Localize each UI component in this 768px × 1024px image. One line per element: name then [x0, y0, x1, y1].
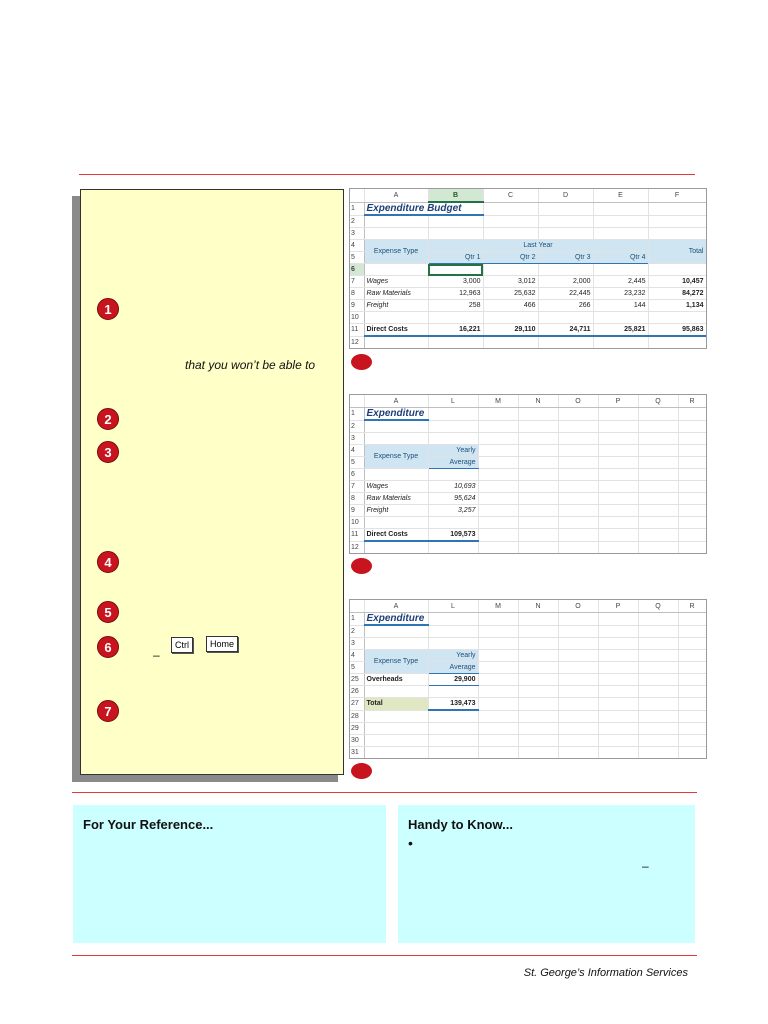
row-header[interactable]: 9: [350, 300, 364, 312]
spreadsheet-overheads: [349, 599, 707, 759]
col-header-b[interactable]: B: [428, 189, 483, 202]
sheet-row: [350, 638, 706, 650]
row-header[interactable]: 2: [350, 420, 364, 433]
handy-bullet: •: [408, 835, 413, 851]
row-header[interactable]: 31: [350, 747, 364, 759]
sheet-row: [350, 240, 706, 252]
row-header[interactable]: 10: [350, 517, 364, 529]
sheet-row: [350, 613, 706, 626]
col-header-n[interactable]: N: [518, 600, 558, 613]
row-header[interactable]: 5: [350, 457, 364, 469]
cell[interactable]: 29,900: [428, 674, 478, 686]
sheet-row: [350, 336, 706, 349]
sheet-row: [350, 529, 706, 542]
row-header[interactable]: 6: [350, 469, 364, 481]
cell[interactable]: 25,632: [483, 288, 538, 300]
sheet-row: [350, 312, 706, 324]
cell[interactable]: 84,272: [648, 288, 706, 300]
row-header[interactable]: 27: [350, 698, 364, 711]
cell[interactable]: 3,012: [483, 276, 538, 288]
row-label[interactable]: Direct Costs: [364, 324, 428, 337]
row-header[interactable]: 10: [350, 312, 364, 324]
cell[interactable]: 16,221: [428, 324, 483, 337]
sheet-title[interactable]: Expenditure: [364, 408, 428, 421]
row-header[interactable]: 3: [350, 228, 364, 240]
row-header[interactable]: 4: [350, 445, 364, 457]
row-label[interactable]: Freight: [364, 505, 428, 517]
sheet-row: [350, 215, 706, 228]
sheet-row: [350, 650, 706, 662]
sheet-row: [350, 264, 706, 276]
cell[interactable]: 144: [593, 300, 648, 312]
row-header[interactable]: 3: [350, 638, 364, 650]
sheet-row: [350, 469, 706, 481]
row-header[interactable]: 5: [350, 252, 364, 264]
row-header[interactable]: 8: [350, 493, 364, 505]
col-header-a[interactable]: A: [364, 395, 428, 408]
row-label[interactable]: Freight: [364, 300, 428, 312]
total-header[interactable]: Total: [648, 240, 706, 264]
cell[interactable]: 23,232: [593, 288, 648, 300]
cell[interactable]: 1,134: [648, 300, 706, 312]
ctrl-key: Ctrl: [171, 637, 193, 653]
row-header[interactable]: 5: [350, 662, 364, 674]
sheet-row: [350, 481, 706, 493]
sheet-row: [350, 710, 706, 723]
col-header-m[interactable]: M: [478, 395, 518, 408]
sheet-row: [350, 445, 706, 457]
row-header[interactable]: 7: [350, 481, 364, 493]
col-header-a[interactable]: A: [364, 600, 428, 613]
sheet-row: [350, 433, 706, 445]
step-5-badge: 5: [97, 601, 119, 623]
row-header[interactable]: 9: [350, 505, 364, 517]
row-label[interactable]: Total: [364, 698, 428, 711]
step-3-badge: 3: [97, 441, 119, 463]
sheet-row: [350, 324, 706, 337]
cell[interactable]: 95,863: [648, 324, 706, 337]
quarter-header[interactable]: Qtr 4: [593, 252, 648, 264]
handy-box: [398, 805, 695, 943]
column-header-row: [350, 189, 706, 202]
col-header-p[interactable]: P: [598, 600, 638, 613]
sheet-row: [350, 747, 706, 759]
cell[interactable]: 25,821: [593, 324, 648, 337]
step-7-badge: 7: [97, 700, 119, 722]
middle-rule: [72, 792, 697, 793]
col-header-r[interactable]: R: [678, 600, 706, 613]
sheet-row: [350, 686, 706, 698]
sheet-row: [350, 493, 706, 505]
col-header-r[interactable]: R: [678, 395, 706, 408]
col-header-e[interactable]: E: [593, 189, 648, 202]
handy-title: Handy to Know...: [408, 817, 513, 832]
step-1-fragment: that you won’t be able to: [185, 358, 316, 372]
row-label[interactable]: Raw Materials: [364, 288, 428, 300]
yearly-header[interactable]: Yearly: [428, 445, 478, 457]
sheet-row: [350, 541, 706, 554]
step-1-badge: 1: [97, 298, 119, 320]
row-header[interactable]: 30: [350, 735, 364, 747]
row-label[interactable]: Raw Materials: [364, 493, 428, 505]
bottom-rule: [72, 955, 697, 956]
row-header[interactable]: 11: [350, 324, 364, 337]
active-cell[interactable]: [428, 264, 483, 276]
row-header[interactable]: 11: [350, 529, 364, 542]
row-header[interactable]: 7: [350, 276, 364, 288]
spreadsheet-yearly-average: [349, 394, 707, 554]
row-header[interactable]: 3: [350, 433, 364, 445]
spreadsheet-budget: [349, 188, 707, 349]
row-label[interactable]: Overheads: [364, 674, 428, 686]
cell[interactable]: 3,257: [428, 505, 478, 517]
col-header-q[interactable]: Q: [638, 600, 678, 613]
sheet-row: [350, 625, 706, 638]
top-rule: [79, 174, 695, 175]
col-header-d[interactable]: D: [538, 189, 593, 202]
row-header[interactable]: 4: [350, 650, 364, 662]
cell[interactable]: 24,711: [538, 324, 593, 337]
reference-box: [73, 805, 386, 943]
row-header[interactable]: 12: [350, 336, 364, 349]
cell[interactable]: 10,457: [648, 276, 706, 288]
cell[interactable]: 29,110: [483, 324, 538, 337]
row-header[interactable]: 28: [350, 710, 364, 723]
step-2-badge: 2: [97, 408, 119, 430]
column-header-row: [350, 395, 706, 408]
col-header-n[interactable]: N: [518, 395, 558, 408]
cell[interactable]: 466: [483, 300, 538, 312]
cell[interactable]: 2,445: [593, 276, 648, 288]
col-header-p[interactable]: P: [598, 395, 638, 408]
quarter-header[interactable]: Qtr 1: [428, 252, 483, 264]
row-header[interactable]: 1: [350, 202, 364, 215]
cell[interactable]: 266: [538, 300, 593, 312]
row-header[interactable]: 6: [350, 264, 364, 276]
last-year-header[interactable]: Last Year: [428, 240, 648, 252]
col-header-f[interactable]: F: [648, 189, 706, 202]
cell[interactable]: 10,693: [428, 481, 478, 493]
callout-badge-2: [351, 558, 372, 574]
callout-badge-3: [351, 763, 372, 779]
sheet-title[interactable]: Expenditure Budget: [364, 202, 483, 215]
quarter-header[interactable]: Qtr 2: [483, 252, 538, 264]
sheet-row: [350, 505, 706, 517]
expense-type-header[interactable]: Expense Type: [364, 445, 428, 469]
row-header[interactable]: 4: [350, 240, 364, 252]
cell[interactable]: 139,473: [428, 698, 478, 711]
row-header[interactable]: 25: [350, 674, 364, 686]
col-header-q[interactable]: Q: [638, 395, 678, 408]
row-header[interactable]: 2: [350, 215, 364, 228]
step-6-badge: 6: [97, 636, 119, 658]
row-header[interactable]: 29: [350, 723, 364, 735]
col-header-c[interactable]: C: [483, 189, 538, 202]
sheet-title[interactable]: Expenditure: [364, 613, 428, 626]
reference-title: For Your Reference...: [83, 817, 214, 832]
row-label[interactable]: Direct Costs: [364, 529, 428, 542]
sheet-row: [350, 300, 706, 312]
row-header[interactable]: 12: [350, 541, 364, 554]
step-6-dash: –: [153, 648, 160, 662]
cell[interactable]: 12,963: [428, 288, 483, 300]
sheet-row: [350, 408, 706, 421]
sheet-row: [350, 276, 706, 288]
expense-type-header[interactable]: Expense Type: [364, 650, 428, 674]
sheet-row: [350, 228, 706, 240]
home-key: Home: [206, 636, 238, 652]
cell[interactable]: 3,000: [428, 276, 483, 288]
cell[interactable]: 258: [428, 300, 483, 312]
yearly-header[interactable]: Yearly: [428, 650, 478, 662]
row-header[interactable]: 26: [350, 686, 364, 698]
col-header-l[interactable]: L: [428, 600, 478, 613]
row-label[interactable]: Wages: [364, 481, 428, 493]
col-header-o[interactable]: O: [558, 600, 598, 613]
col-header-o[interactable]: O: [558, 395, 598, 408]
row-header[interactable]: 1: [350, 613, 364, 626]
sheet-row: [350, 723, 706, 735]
row-label[interactable]: Wages: [364, 276, 428, 288]
cell[interactable]: 22,445: [538, 288, 593, 300]
sheet-row: [350, 517, 706, 529]
column-header-row: [350, 600, 706, 613]
sheet-row: [350, 420, 706, 433]
row-header[interactable]: 8: [350, 288, 364, 300]
sheet-row: [350, 698, 706, 711]
sheet-row: [350, 288, 706, 300]
col-header-m[interactable]: M: [478, 600, 518, 613]
instruction-panel: [80, 189, 344, 775]
row-header[interactable]: 2: [350, 625, 364, 638]
cell[interactable]: 109,573: [428, 529, 478, 542]
cell[interactable]: 2,000: [538, 276, 593, 288]
expense-type-header[interactable]: Expense Type: [364, 240, 428, 264]
sheet-row: [350, 202, 706, 215]
sheet-row: [350, 674, 706, 686]
cell[interactable]: 95,624: [428, 493, 478, 505]
handy-dash: –: [642, 859, 649, 873]
quarter-header[interactable]: Qtr 3: [538, 252, 593, 264]
sheet-row: [350, 735, 706, 747]
average-header[interactable]: Average: [428, 457, 478, 469]
row-header[interactable]: 1: [350, 408, 364, 421]
callout-badge-1: [351, 354, 372, 370]
col-header-l[interactable]: L: [428, 395, 478, 408]
average-header[interactable]: Average: [428, 662, 478, 674]
footer-credit: St. George’s Information Services: [523, 967, 688, 979]
col-header-a[interactable]: A: [364, 189, 428, 202]
step-4-badge: 4: [97, 551, 119, 573]
